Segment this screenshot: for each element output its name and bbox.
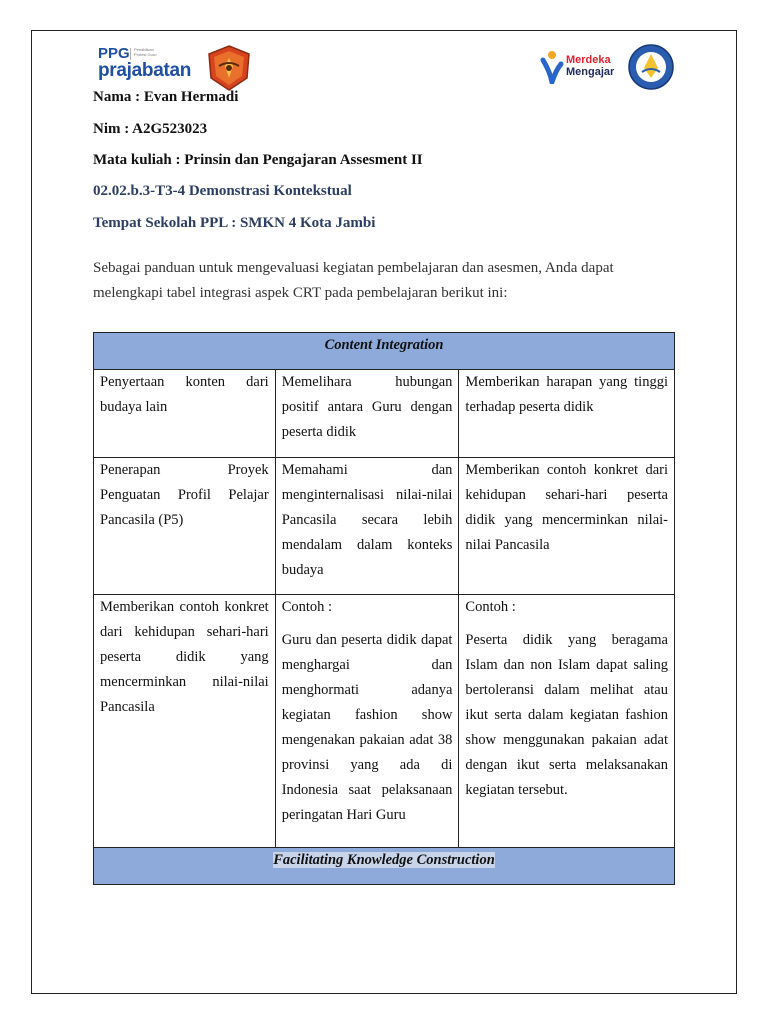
table-row — [94, 458, 675, 595]
table-cell: Memahami dan menginternalisasi nilai-nilai Pancasila secara lebih mendalam dalam konteks budaya — [275, 458, 459, 595]
student-name: Nama : Evan Hermadi — [93, 89, 239, 105]
school-placement: Tempat Sekolah PPL : SMKN 4 Kota Jambi — [93, 215, 376, 231]
table-cell-example — [275, 595, 459, 848]
table-cell: Penerapan Proyek Penguatan Profil Pelajar Pancasila (P5) — [94, 458, 276, 595]
course-name: Mata kuliah : Prinsin dan Pengajaran Assesment II — [93, 152, 423, 168]
section-title-facilitating-knowledge: Facilitating Knowledge Construction — [273, 852, 495, 868]
prajabatan-logo-text: prajabatan — [98, 60, 192, 81]
crt-integration-table — [93, 332, 675, 885]
ppg-logo-text: PPG — [98, 45, 130, 62]
example-text: Guru dan peserta didik dapat menghargai dan menghormati adanya kegiatan fashion show mengenakan pakaian adat 38 provinsi yang ada di Indonesia saat pelaksanaan peringatan Hari Guru — [281, 632, 453, 823]
section-header-row — [94, 333, 675, 370]
student-nim: Nim : A2G523023 — [93, 121, 208, 137]
table-cell: Memberikan contoh konkret dari kehidupan sehari-hari peserta didik yang mencerminkan nilai-nilai Pancasila — [459, 458, 675, 595]
example-label: Contoh : — [281, 599, 333, 615]
table-cell: Memberikan contoh konkret dari kehidupan sehari-hari peserta didik yang mencerminkan nilai-nilai Pancasila — [94, 595, 276, 848]
merdeka-text: Merdeka — [566, 54, 611, 66]
table-row — [94, 370, 675, 458]
table-cell: Penyertaan konten dari budaya lain — [94, 370, 276, 458]
assignment-code: 02.02.b.3-T3-4 Demonstrasi Kontekstual — [93, 183, 352, 199]
merdeka-mengajar-logo — [540, 44, 674, 90]
example-text: Peserta didik yang beragama Islam dan non Islam dapat saling bertoleransi dalam melihat atau ikut serta dalam kegiatan fashion show menggunakan pakaian adat dengan ikut serta melaksanakan kegiatan tersebut. — [465, 632, 668, 798]
tut-wuri-handayani-emblem-icon — [628, 44, 674, 90]
university-emblem-icon — [205, 44, 253, 92]
merdeka-figure-icon — [540, 50, 564, 84]
intro-paragraph: Sebagai panduan untuk mengevaluasi kegiatan pembelajaran dan asesmen, Anda dapat melengkapi tabel integrasi aspek CRT pada pembelajaran berikut ini: — [93, 260, 614, 301]
table-cell: Memelihara hubungan positif antara Guru dengan peserta didik — [275, 370, 459, 458]
section-title-cell — [94, 848, 675, 885]
table-cell-example — [459, 595, 675, 848]
ppg-logo-separator — [130, 48, 131, 60]
table-cell: Memberikan harapan yang tinggi terhadap peserta didik — [459, 370, 675, 458]
section-title-content-integration: Content Integration — [94, 333, 675, 370]
ppg-logo-subtext: Pendidikan Profesi Guru — [134, 47, 157, 57]
example-label: Contoh : — [465, 599, 516, 615]
table-row-example — [94, 595, 675, 848]
section-header-row — [94, 848, 675, 885]
mengajar-text: Mengajar — [566, 66, 615, 78]
